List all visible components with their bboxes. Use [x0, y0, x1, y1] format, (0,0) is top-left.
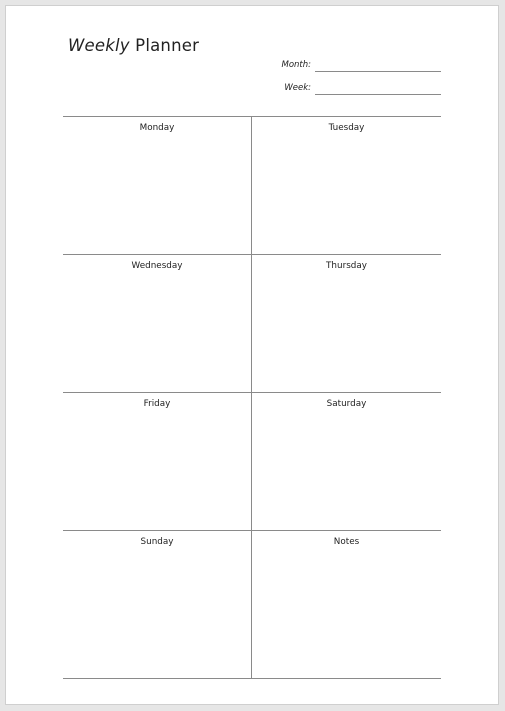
day-cell-monday[interactable]: [63, 117, 251, 254]
day-label-tuesday: Tuesday: [328, 123, 365, 133]
week-field[interactable]: [315, 94, 441, 95]
day-label-thursday: Thursday: [326, 261, 367, 271]
day-label-saturday: Saturday: [326, 399, 367, 409]
notes-label: Notes: [333, 537, 360, 547]
week-grid: [63, 116, 441, 679]
page-title: [68, 36, 199, 55]
day-cell-tuesday[interactable]: [252, 117, 441, 254]
day-label-monday: Monday: [139, 123, 175, 133]
week-label: Week:: [284, 83, 311, 93]
day-label-friday: Friday: [143, 399, 171, 409]
planner-page: [5, 5, 499, 705]
day-cell-friday[interactable]: [63, 393, 251, 530]
day-label-sunday: Sunday: [140, 537, 174, 547]
notes-cell[interactable]: [252, 531, 441, 678]
day-label-wednesday: Wednesday: [131, 261, 183, 271]
day-cell-wednesday[interactable]: [63, 255, 251, 392]
title-weekly: Weekly: [68, 36, 130, 55]
title-planner: Planner: [129, 36, 200, 55]
day-cell-saturday[interactable]: [252, 393, 441, 530]
month-label: Month:: [281, 60, 311, 70]
day-cell-sunday[interactable]: [63, 531, 251, 678]
month-field[interactable]: [315, 71, 441, 72]
day-cell-thursday[interactable]: [252, 255, 441, 392]
